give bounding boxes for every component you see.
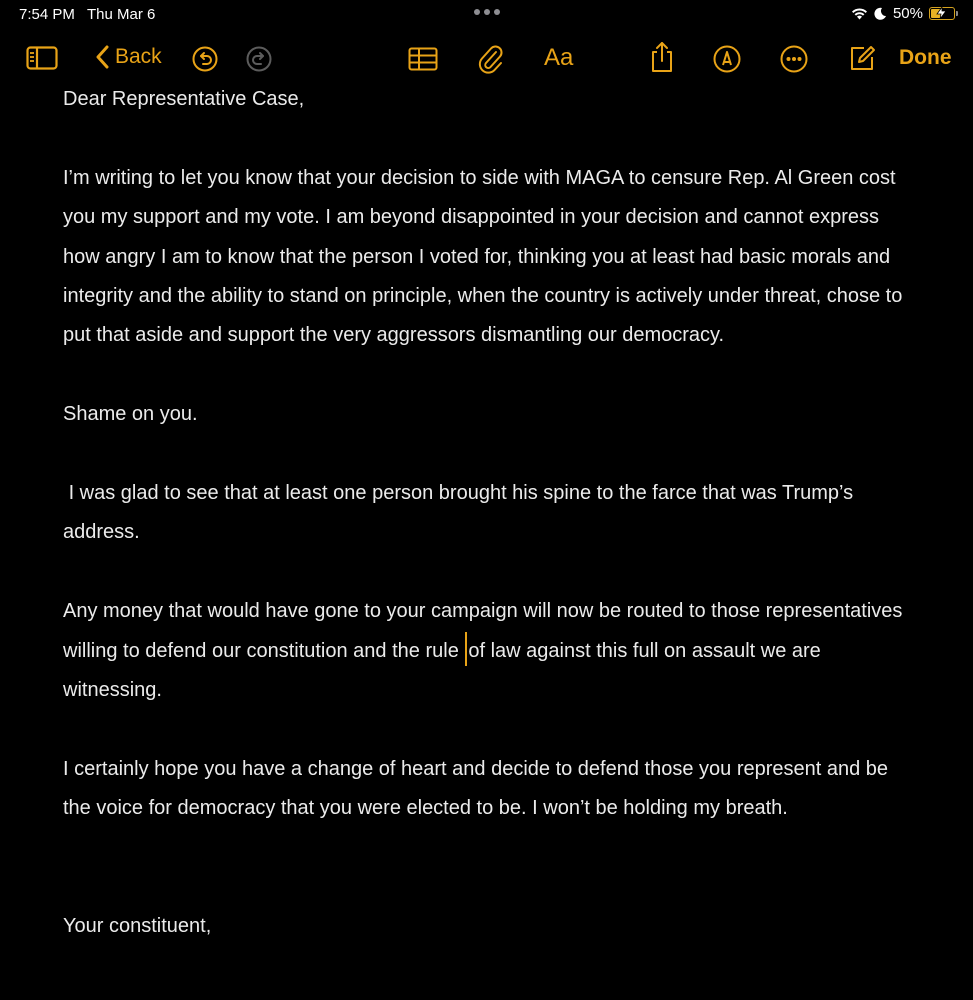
back-button[interactable] bbox=[95, 45, 162, 69]
status-indicators bbox=[851, 5, 955, 22]
multitasking-menu-icon[interactable] bbox=[474, 9, 500, 15]
paragraph-4-before-caret: Any money that would have gone to your campaign will now be routed to those representatives willing to defend our constitution and the rule bbox=[63, 600, 908, 662]
sidebar-toggle-button[interactable] bbox=[26, 46, 58, 70]
note-editor[interactable] bbox=[63, 80, 913, 947]
status-time: 7:54 PM bbox=[19, 6, 75, 23]
paragraph-1: I’m writing to let you know that your decision to side with MAGA to censure Rep. Al Green cost you my support and my vote. I am beyond disappointed in your decision and cannot express how angry I am to know that the person I voted for, thinking you at least had basic morals and integrity and the ability to stand on principle, when the country is actively under threat, chose to put that aside and support the very aggressors dismantling our democracy. bbox=[63, 166, 908, 347]
notes-toolbar bbox=[0, 38, 973, 80]
undo-icon bbox=[192, 46, 218, 72]
more-button[interactable] bbox=[780, 45, 808, 73]
sidebar-icon bbox=[26, 46, 58, 70]
share-button[interactable] bbox=[649, 41, 675, 73]
format-label: Aa bbox=[544, 44, 574, 71]
done-button[interactable] bbox=[899, 46, 952, 70]
undo-button[interactable] bbox=[192, 46, 218, 72]
chevron-left-icon bbox=[95, 45, 109, 69]
table-icon bbox=[408, 47, 438, 71]
more-icon bbox=[780, 45, 808, 73]
closing-line: Your constituent, bbox=[63, 915, 212, 938]
back-label: Back bbox=[115, 45, 162, 68]
compose-button[interactable] bbox=[848, 44, 876, 72]
greeting-line: Dear Representative Case, bbox=[63, 88, 305, 110]
attachment-button[interactable] bbox=[478, 44, 504, 74]
status-bar bbox=[0, 0, 973, 28]
redo-icon bbox=[246, 46, 272, 72]
wifi-icon bbox=[851, 7, 868, 20]
redo-button[interactable] bbox=[246, 46, 272, 72]
markup-button[interactable] bbox=[713, 45, 741, 73]
compose-icon bbox=[848, 44, 876, 72]
markup-icon bbox=[713, 45, 741, 73]
paragraph-3: I was glad to see that at least one person brought his spine to the farce that was Trump’s address. bbox=[63, 482, 859, 544]
table-button[interactable] bbox=[408, 47, 438, 71]
done-label: Done bbox=[899, 46, 952, 69]
paragraph-4-after-caret: of law against this full on assault we are witnessing. bbox=[63, 639, 827, 702]
battery-percent: 50% bbox=[892, 5, 923, 22]
paragraph-5: I certainly hope you have a change of heart and decide to defend those you represent and be the voice for democracy that you were elected to be. I won’t be holding my breath. bbox=[63, 757, 894, 820]
paragraph-2: Shame on you. bbox=[63, 403, 198, 426]
paragraph-4 bbox=[63, 592, 913, 710]
attachment-icon bbox=[478, 44, 504, 74]
status-date: Thu Mar 6 bbox=[87, 6, 156, 23]
battery-icon bbox=[929, 7, 955, 20]
format-button[interactable] bbox=[544, 44, 573, 72]
share-icon bbox=[649, 41, 675, 73]
moon-icon bbox=[874, 7, 887, 20]
